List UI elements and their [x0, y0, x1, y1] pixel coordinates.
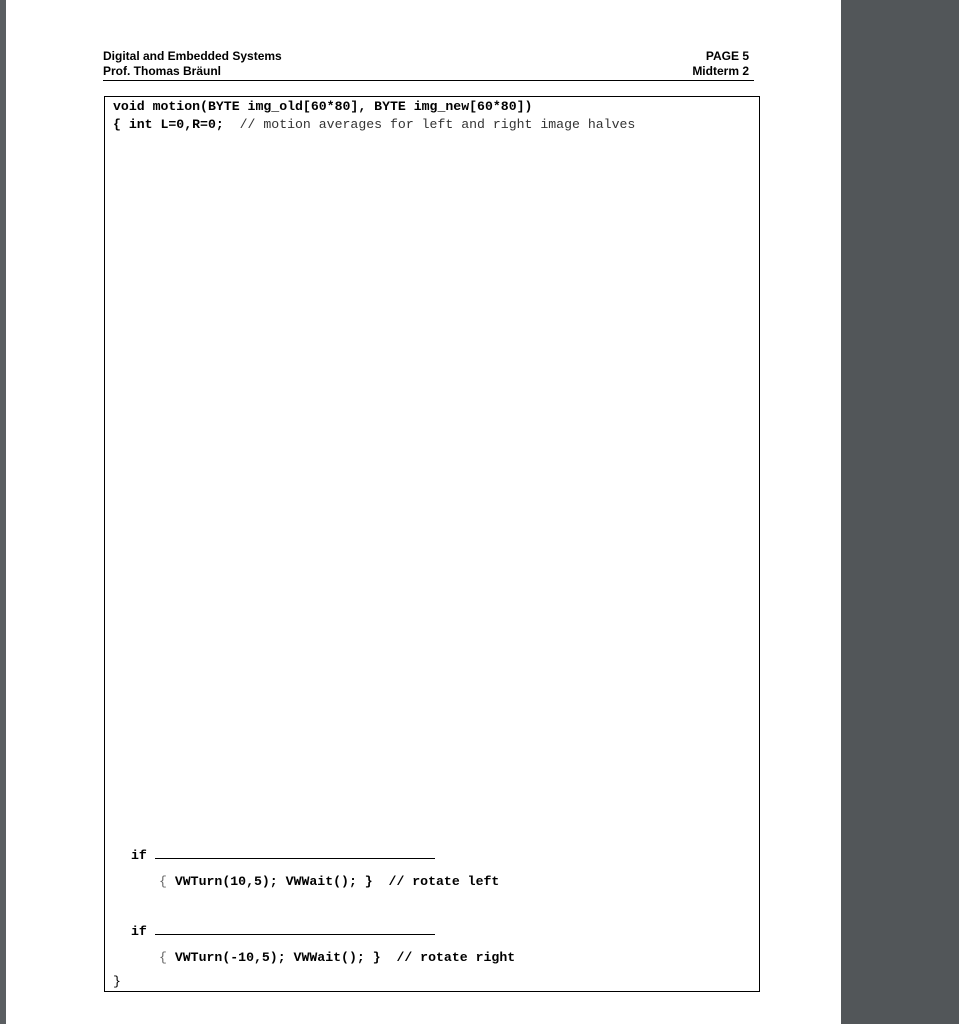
left-action-code: VWTurn(10,5); VWWait(); }: [174, 874, 373, 889]
if-left-keyword: if: [131, 848, 147, 863]
right-open-brace: {: [159, 950, 167, 965]
function-signature: void motion(BYTE img_old[60*80], BYTE img_new[60*80]): [113, 99, 533, 114]
document-page: [6, 0, 841, 1024]
if-left-condition-blank: [155, 848, 435, 859]
left-action-line: [159, 874, 499, 890]
variable-declaration-line: [113, 117, 635, 133]
right-action-comment: // rotate right: [396, 950, 516, 965]
left-open-brace: {: [159, 874, 167, 889]
course-title: Digital and Embedded Systems: [103, 49, 282, 63]
right-action-code: VWTurn(-10,5); VWWait(); }: [174, 950, 381, 965]
if-right-condition-blank: [155, 924, 435, 935]
left-action-comment: // rotate left: [388, 874, 500, 889]
variable-declaration: { int L=0,R=0;: [113, 117, 224, 132]
author-name: Prof. Thomas Bräunl: [103, 64, 222, 78]
page-header: [103, 49, 754, 81]
if-right-keyword: if: [131, 924, 147, 939]
if-left-line: [131, 848, 435, 864]
exam-title: Midterm 2: [692, 64, 749, 78]
closing-brace: }: [113, 974, 121, 989]
right-action-line: [159, 950, 515, 966]
code-answer-box: [104, 96, 760, 992]
page-number: PAGE 5: [705, 49, 749, 63]
if-right-line: [131, 924, 435, 940]
declaration-comment: // motion averages for left and right image halves: [239, 117, 636, 132]
